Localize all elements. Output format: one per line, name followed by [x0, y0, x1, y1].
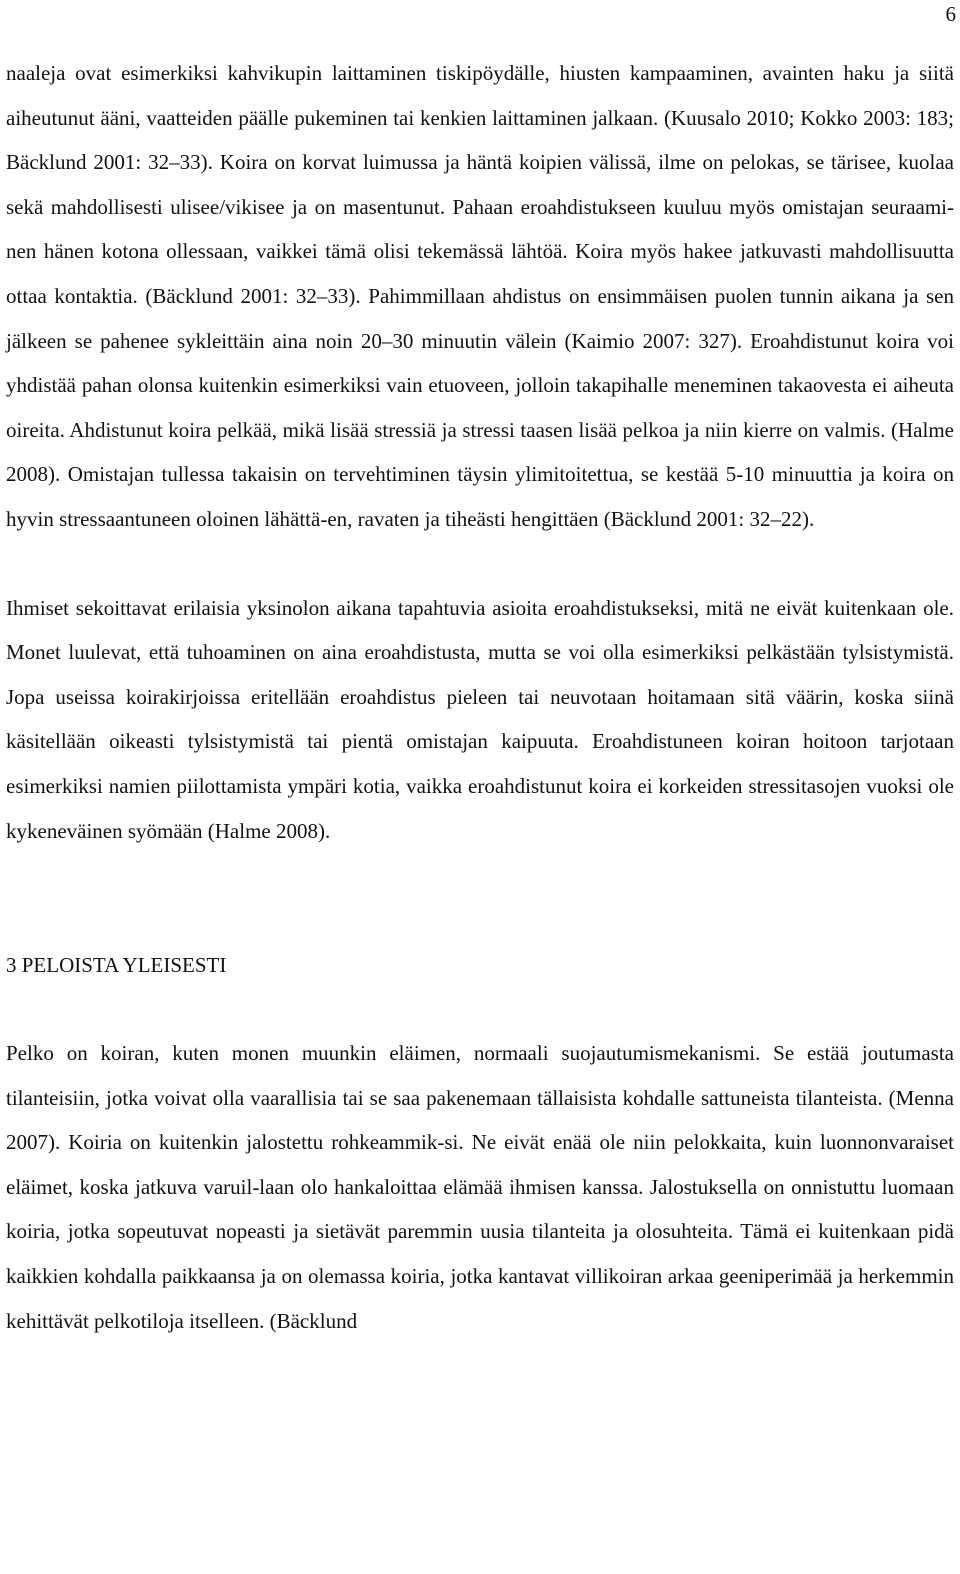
document-body — [6, 51, 954, 1343]
page-number: 6 — [945, 2, 956, 26]
paragraph-separation-anxiety-symptoms: naaleja ovat esimerkiksi kahvikupin laittaminen tiskipöydälle, hiusten kampaaminen, avainten haku ja siitä aiheutunut ääni, vaatteiden päälle pukeminen tai kenkien laittaminen jalkaan. (Kuusalo 2010; Kokko 2003: 183; Bäcklund 2001: 32–33). Koira on korvat luimussa ja häntä koipien välissä, ilme on pelokas, se tärisee, kuolaa sekä mahdollisesti ulisee/vikisee ja on masentunut. Pahaan eroahdistukseen kuuluu myös omistajan seuraami-nen hänen kotona ollessaan, vaikkei tämä olisi tekemässä lähtöä. Koira myös hakee jatkuvasti mahdollisuutta ottaa kontaktia. (Bäcklund 2001: 32–33). Pahimmillaan ahdistus on ensimmäisen puolen tunnin aikana ja sen jälkeen se pahenee sykleittäin aina noin 20–30 minuutin välein (Kaimio 2007: 327). Eroahdistunut koira voi yhdistää pahan olonsa kuitenkin esimerkiksi vain etuoveen, jolloin takapihalle meneminen takaovesta ei aiheuta oireita. Ahdistunut koira pelkää, mikä lisää stressiä ja stressi taasen lisää pelkoa ja niin kierre on valmis. (Halme 2008). Omistajan tullessa takaisin on tervehtiminen täysin ylimitoitettua, se kestää 5-10 minuuttia ja koira on hyvin stressaantuneen oloinen lähättä-en, ravaten ja tiheästi hengittäen (Bäcklund 2001: 32–22). — [6, 61, 954, 531]
paragraph-misconceptions: Ihmiset sekoittavat erilaisia yksinolon aikana tapahtuvia asioita eroahdistukseksi, mitä ne eivät kuitenkaan ole. Monet luulevat, että tuhoaminen on aina eroahdistusta, mutta se voi olla esimerkiksi pelkästään tylsistymistä. Jopa useissa koirakirjoissa eritellään eroahdistus pieleen tai neuvotaan hoitamaan sitä väärin, koska siinä käsitellään oikeasti tylsistymistä tai pientä omistajan kaipuuta. Eroahdistuneen koiran hoitoon tarjotaan esimerkiksi namien piilottamista ympäri kotia, vaikka eroahdistunut koira ei korkeiden stressitasojen vuoksi ole kykeneväinen syömään (Halme 2008). — [6, 595, 954, 843]
section-heading: 3 PELOISTA YLEISESTI — [6, 953, 227, 978]
paragraph-fear-general: Pelko on koiran, kuten monen muunkin eläimen, normaali suojautumismekanismi. Se estää joutumasta tilanteisiin, jotka voivat olla vaarallisia tai se saa pakenemaan tällaisista kohdalle sattuneista tilanteista. (Menna 2007). Koiria on kuitenkin jalostettu rohkeammik-si. Ne eivät enää ole niin pelokkaita, kuin luonnonvaraiset eläimet, koska jatkuva varuil-laan olo hankaloittaa elämää ihmisen kanssa. Jalostuksella on onnistuttu luomaan koiria, jotka sopeutuvat nopeasti ja sietävät paremmin uusia tilanteita ja olosuhteita. Tämä ei kuitenkaan pidä kaikkien kohdalla paikkaansa ja on olemassa koiria, jotka kantavat villikoiran arkaa geeniperimää ja herkemmin kehittävät pelkotiloja itselleen. (Bäcklund — [6, 1041, 954, 1333]
